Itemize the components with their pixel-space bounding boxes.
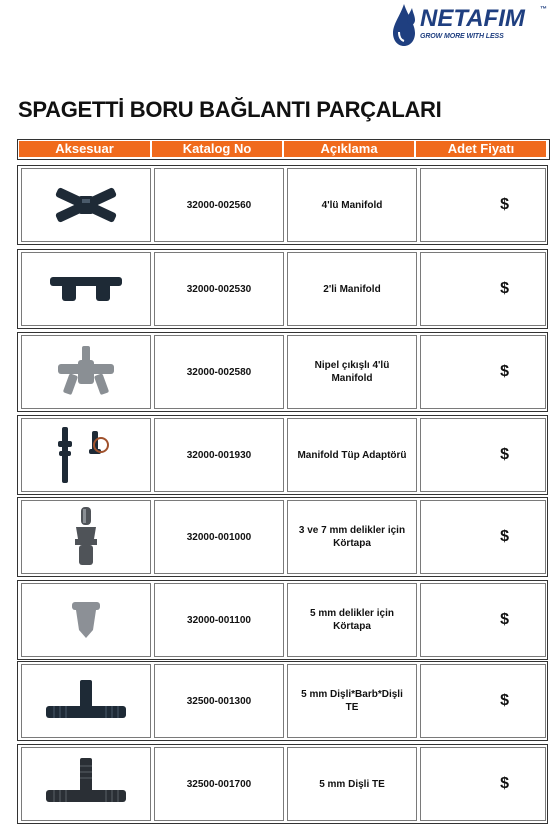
description: 5 mm Dişli TE [287, 747, 417, 821]
unit-price: $ [420, 418, 546, 492]
description: 2'li Manifold [287, 252, 417, 326]
page-title: SPAGETTİ BORU BAĞLANTI PARÇALARI [18, 97, 442, 122]
catalog-number: 32000-001100 [154, 583, 284, 657]
threaded-tee-icon [44, 756, 128, 812]
table-header [17, 139, 550, 160]
table-row [17, 661, 548, 741]
unit-price: $ [420, 252, 546, 326]
description: 5 mm delikler için Körtapa [287, 583, 417, 657]
description: Manifold Tüp Adaptörü [287, 418, 417, 492]
product-image-cell [21, 664, 151, 738]
catalog-number: 32000-001930 [154, 418, 284, 492]
brand-tagline: GROW MORE WITH LESS [420, 33, 504, 40]
header-unit-price: Adet Fiyatı [416, 141, 546, 157]
table-row [17, 580, 548, 660]
catalog-number: 32000-001000 [154, 500, 284, 574]
catalog-number: 32500-001700 [154, 747, 284, 821]
catalog-number: 32000-002560 [154, 168, 284, 242]
table-row [17, 165, 548, 245]
trademark-mark: ™ [540, 6, 547, 13]
product-image-cell [21, 252, 151, 326]
product-image-cell [21, 418, 151, 492]
catalog-number: 32000-002580 [154, 335, 284, 409]
description: 3 ve 7 mm delikler için Körtapa [287, 500, 417, 574]
table-row [17, 415, 548, 495]
unit-price: $ [420, 583, 546, 657]
4-way-manifold-icon [48, 180, 124, 230]
unit-price: $ [420, 168, 546, 242]
product-image-cell [21, 583, 151, 657]
unit-price: $ [420, 664, 546, 738]
catalog-number: 32000-002530 [154, 252, 284, 326]
unit-price: $ [420, 335, 546, 409]
unit-price: $ [420, 500, 546, 574]
header-description: Açıklama [284, 141, 414, 157]
threaded-barb-tee-icon [44, 676, 128, 726]
table-row [17, 744, 548, 824]
manifold-tube-adapter-icon [46, 425, 126, 485]
product-image-cell [21, 500, 151, 574]
2-way-manifold-icon [48, 269, 124, 309]
plug-3-7mm-icon [66, 505, 106, 569]
table-row [17, 332, 548, 412]
description: 4'lü Manifold [287, 168, 417, 242]
header-accessory: Aksesuar [19, 141, 150, 157]
product-image-cell [21, 168, 151, 242]
catalog-number: 32500-001300 [154, 664, 284, 738]
water-drop-icon [390, 2, 420, 48]
brand-name: NETAFIM [420, 5, 525, 32]
description: 5 mm Dişli*Barb*Dişli TE [287, 664, 417, 738]
header-catalog-no: Katalog No [152, 141, 282, 157]
unit-price: $ [420, 747, 546, 821]
table-row [17, 497, 548, 577]
product-image-cell [21, 335, 151, 409]
nipple-4-way-manifold-icon [54, 344, 118, 400]
netafim-logo [390, 2, 558, 48]
description: Nipel çıkışlı 4'lü Manifold [287, 335, 417, 409]
table-row [17, 249, 548, 329]
product-image-cell [21, 747, 151, 821]
plug-5mm-icon [66, 598, 106, 642]
